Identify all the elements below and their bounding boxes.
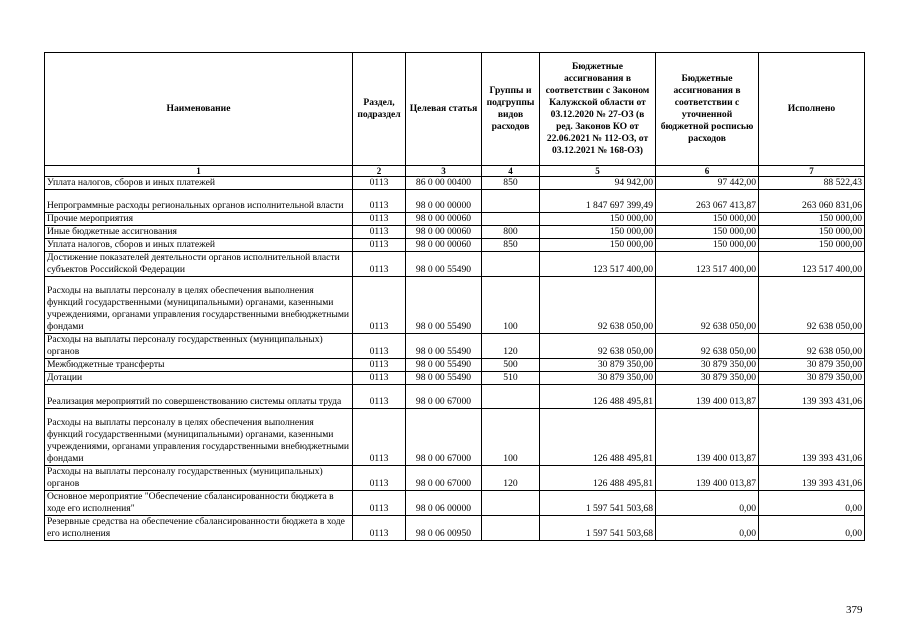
table-row	[45, 466, 865, 491]
row-target: 98 0 00 67000	[406, 466, 482, 491]
row-group: 510	[482, 372, 540, 385]
row-name: Прочие мероприятия	[45, 213, 353, 226]
col-number: 2	[353, 166, 406, 177]
row-value-executed: 150 000,00	[759, 239, 865, 252]
row-value-refined: 0,00	[656, 516, 759, 541]
row-value-refined: 263 067 413,87	[656, 190, 759, 213]
row-value-approved: 150 000,00	[540, 213, 656, 226]
header-section: Раздел, подраздел	[353, 53, 406, 166]
row-target: 98 0 00 55490	[406, 359, 482, 372]
row-group: 100	[482, 277, 540, 334]
column-number-row	[45, 166, 865, 177]
row-value-executed: 150 000,00	[759, 226, 865, 239]
row-value-refined: 150 000,00	[656, 213, 759, 226]
header-col6: Бюджетные ассигнования в соответствии с уточненной бюджетной росписью расходов	[656, 53, 759, 166]
row-value-approved: 30 879 350,00	[540, 372, 656, 385]
row-value-approved: 94 942,00	[540, 177, 656, 190]
row-group	[482, 213, 540, 226]
row-section: 0113	[353, 334, 406, 359]
col-number: 1	[45, 166, 353, 177]
row-name: Дотации	[45, 372, 353, 385]
row-value-executed: 139 393 431,06	[759, 385, 865, 409]
header-target: Целевая статья	[406, 53, 482, 166]
table-row	[45, 409, 865, 466]
row-value-approved: 1 847 697 399,49	[540, 190, 656, 213]
row-group	[482, 252, 540, 277]
table-row	[45, 226, 865, 239]
row-value-approved: 126 488 495,81	[540, 409, 656, 466]
row-value-refined: 123 517 400,00	[656, 252, 759, 277]
row-value-executed: 139 393 431,06	[759, 409, 865, 466]
row-section: 0113	[353, 239, 406, 252]
row-target: 98 0 00 55490	[406, 334, 482, 359]
row-section: 0113	[353, 409, 406, 466]
row-target: 98 0 00 00060	[406, 226, 482, 239]
table-row	[45, 177, 865, 190]
row-section: 0113	[353, 277, 406, 334]
row-name: Уплата налогов, сборов и иных платежей	[45, 177, 353, 190]
row-section: 0113	[353, 252, 406, 277]
row-section: 0113	[353, 213, 406, 226]
row-name: Расходы на выплаты персоналу государственных (муниципальных) органов	[45, 334, 353, 359]
row-target: 98 0 06 00950	[406, 516, 482, 541]
row-value-approved: 126 488 495,81	[540, 466, 656, 491]
table-row	[45, 372, 865, 385]
row-value-executed: 0,00	[759, 516, 865, 541]
col-number: 3	[406, 166, 482, 177]
row-name: Расходы на выплаты персоналу государственных (муниципальных) органов	[45, 466, 353, 491]
row-group: 850	[482, 239, 540, 252]
row-name: Основное мероприятие "Обеспечение сбалансированности бюджета в ходе его исполнения"	[45, 491, 353, 516]
row-value-approved: 150 000,00	[540, 239, 656, 252]
row-group	[482, 385, 540, 409]
col-number: 5	[540, 166, 656, 177]
row-value-approved: 30 879 350,00	[540, 359, 656, 372]
row-value-approved: 123 517 400,00	[540, 252, 656, 277]
row-target: 98 0 00 67000	[406, 385, 482, 409]
row-name: Достижение показателей деятельности органов исполнительной власти субъектов Российской Федерации	[45, 252, 353, 277]
header-name: Наименование	[45, 53, 353, 166]
row-value-executed: 92 638 050,00	[759, 277, 865, 334]
row-value-executed: 0,00	[759, 491, 865, 516]
row-value-executed: 150 000,00	[759, 213, 865, 226]
row-target: 98 0 06 00000	[406, 491, 482, 516]
row-group: 800	[482, 226, 540, 239]
row-name: Расходы на выплаты персоналу в целях обеспечения выполнения функций государственными (муниципальными) органами, казенными учреждениями, органами управления государственными внебюджетными фондами	[45, 277, 353, 334]
row-value-approved: 1 597 541 503,68	[540, 516, 656, 541]
row-section: 0113	[353, 177, 406, 190]
row-name: Расходы на выплаты персоналу в целях обеспечения выполнения функций государственными (муниципальными) органами, казенными учреждениями, органами управления государственными внебюджетными фондами	[45, 409, 353, 466]
col-number: 6	[656, 166, 759, 177]
row-group	[482, 190, 540, 213]
row-value-approved: 1 597 541 503,68	[540, 491, 656, 516]
row-section: 0113	[353, 385, 406, 409]
row-group	[482, 491, 540, 516]
row-group	[482, 516, 540, 541]
table-row	[45, 359, 865, 372]
row-value-refined: 150 000,00	[656, 239, 759, 252]
row-target: 98 0 00 55490	[406, 252, 482, 277]
row-section: 0113	[353, 226, 406, 239]
row-value-refined: 30 879 350,00	[656, 359, 759, 372]
row-name: Непрограммные расходы региональных органов исполнительной власти	[45, 190, 353, 213]
table-body	[45, 177, 865, 541]
row-target: 98 0 00 00060	[406, 239, 482, 252]
budget-table	[44, 52, 865, 541]
table-row	[45, 277, 865, 334]
row-value-approved: 92 638 050,00	[540, 334, 656, 359]
header-col7: Исполнено	[759, 53, 865, 166]
row-value-executed: 123 517 400,00	[759, 252, 865, 277]
row-section: 0113	[353, 466, 406, 491]
table-row	[45, 334, 865, 359]
row-name: Межбюджетные трансферты	[45, 359, 353, 372]
row-value-approved: 92 638 050,00	[540, 277, 656, 334]
row-value-refined: 139 400 013,87	[656, 466, 759, 491]
row-target: 98 0 00 00000	[406, 190, 482, 213]
row-value-refined: 150 000,00	[656, 226, 759, 239]
row-value-executed: 30 879 350,00	[759, 372, 865, 385]
table-row	[45, 252, 865, 277]
table-row	[45, 239, 865, 252]
row-value-executed: 263 060 831,06	[759, 190, 865, 213]
row-target: 98 0 00 00060	[406, 213, 482, 226]
page-number: 379	[846, 604, 863, 616]
row-value-executed: 30 879 350,00	[759, 359, 865, 372]
row-name: Уплата налогов, сборов и иных платежей	[45, 239, 353, 252]
row-target: 98 0 00 67000	[406, 409, 482, 466]
row-value-refined: 92 638 050,00	[656, 334, 759, 359]
table-row	[45, 491, 865, 516]
row-section: 0113	[353, 359, 406, 372]
row-value-approved: 150 000,00	[540, 226, 656, 239]
header-col5: Бюджетные ассигнования в соответствии с Законом Калужской области от 03.12.2020 № 27-ОЗ (в ред. Законов КО от 22.06.2021 № 112-ОЗ, от 03.12.2021 № 168-ОЗ)	[540, 53, 656, 166]
table-header-row	[45, 53, 865, 166]
row-target: 98 0 00 55490	[406, 372, 482, 385]
row-group: 850	[482, 177, 540, 190]
table-row	[45, 190, 865, 213]
row-target: 86 0 00 00400	[406, 177, 482, 190]
row-name: Реализация мероприятий по совершенствованию системы оплаты труда	[45, 385, 353, 409]
header-groups: Группы и подгруппы видов расходов	[482, 53, 540, 166]
row-section: 0113	[353, 516, 406, 541]
row-value-refined: 97 442,00	[656, 177, 759, 190]
row-group: 100	[482, 409, 540, 466]
row-section: 0113	[353, 190, 406, 213]
row-value-refined: 0,00	[656, 491, 759, 516]
table-row	[45, 516, 865, 541]
row-value-executed: 92 638 050,00	[759, 334, 865, 359]
col-number: 7	[759, 166, 865, 177]
row-value-refined: 139 400 013,87	[656, 409, 759, 466]
row-section: 0113	[353, 372, 406, 385]
row-value-approved: 126 488 495,81	[540, 385, 656, 409]
row-value-refined: 92 638 050,00	[656, 277, 759, 334]
table-row	[45, 385, 865, 409]
col-number: 4	[482, 166, 540, 177]
row-value-refined: 30 879 350,00	[656, 372, 759, 385]
row-value-executed: 139 393 431,06	[759, 466, 865, 491]
row-name: Резервные средства на обеспечение сбалансированности бюджета в ходе его исполнения	[45, 516, 353, 541]
row-value-executed: 88 522,43	[759, 177, 865, 190]
table-row	[45, 213, 865, 226]
row-section: 0113	[353, 491, 406, 516]
row-group: 120	[482, 466, 540, 491]
row-target: 98 0 00 55490	[406, 277, 482, 334]
row-group: 500	[482, 359, 540, 372]
row-value-refined: 139 400 013,87	[656, 385, 759, 409]
row-group: 120	[482, 334, 540, 359]
row-name: Иные бюджетные ассигнования	[45, 226, 353, 239]
